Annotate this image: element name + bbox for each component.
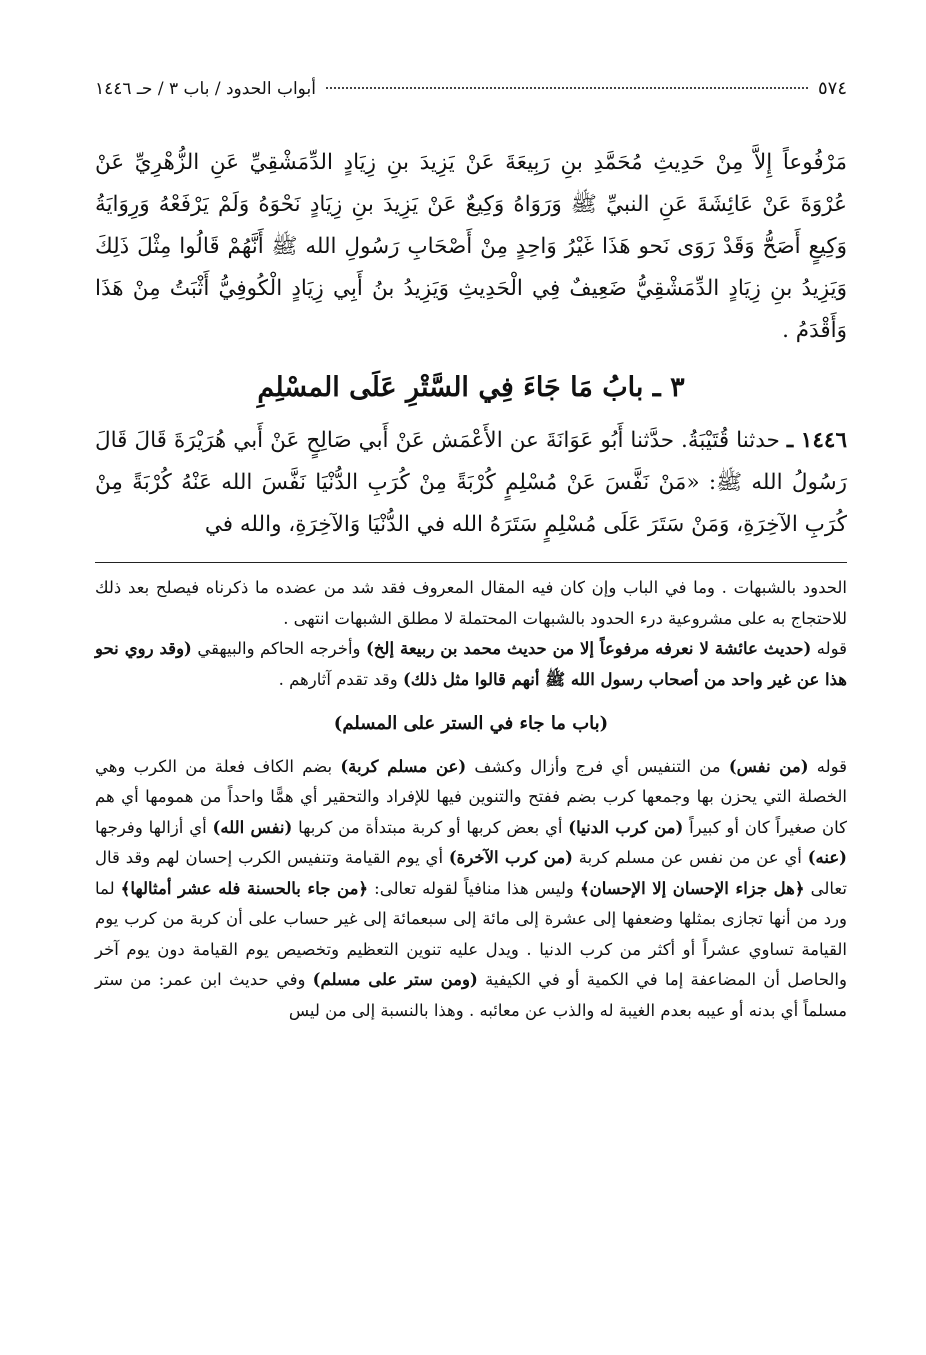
comm-text: من التنفيس أي فرج وأزال وكشف — [466, 756, 729, 776]
commentary-paragraph-3 — [95, 752, 847, 1027]
page-number: ٥٧٤ — [817, 78, 847, 99]
comm-quote: (من كرب الآخرة) — [448, 848, 573, 867]
commentary-paragraph-1: الحدود بالشبهات . وما في الباب وإن كان فيه المقال المعروف فقد شد من عضده ما ذكرناه فيصلح بعد ذلك للاحتجاج به على مشروعية درء الحدود بالشبهات المحتملة لا مطلق الشبهات انتهى . — [95, 578, 847, 628]
comm-text: قوله — [811, 639, 848, 658]
comm-quote: (عنه) — [807, 848, 847, 867]
header-dotted-leader — [326, 87, 808, 89]
running-header — [95, 78, 847, 104]
comm-quote: (حديث عائشة لا نعرفه مرفوعاً إلا من حديث محمد بن ربيعة إلخ) — [365, 639, 812, 658]
comm-text: وقد تقدم آثارهم . — [278, 669, 403, 689]
comm-quote: (وقد روي نحو هذا عن غير واحد من أصحاب رسول الله ﷺ أنهم قالوا مثل ذلك) — [95, 639, 847, 689]
comm-text: أي أزالها وفرجها — [95, 817, 213, 837]
comm-text: لما ورد من أنها تجازى بمثلها وضعفها إلى عشرة إلى مائة إلى سبعمائة إلى غير حساب على أن كربة من كرب يوم القيامة تساوي عشراً أو أكثر من كرب الدنيا . ويدل عليه تنوين التعظيم وتخصيص يوم القيامة دون يوم آخر والحاصل أن المضاعفة إما في الكمية أو في الكيفية — [95, 878, 847, 989]
commentary — [95, 573, 847, 1026]
intro-paragraph: مَرْفُوعاً إِلاَّ مِنْ حَدِيثِ مُحَمَّدِ بنِ رَبِيعَةَ عَنْ يَزِيدَ بنِ زِيَادٍ الدِّمَشْقِيِّ عَنِ الزُّهْرِيِّ عَنْ عُرْوَةَ عَنْ عَائِشَةَ عَنِ النبيِّ ﷺ وَرَوَاهُ وَكِيعٌ عَنْ يَزِيدَ بنِ زِيَادٍ نَحْوَهُ وَلَمْ يَرْفَعْهُ وَرِوَايَةُ وَكِيعٍ أَصَحُّ وَقَدْ رَوَى نَحو هَذَا غَيْرُ وَاحِدٍ مِنْ أَصْحَابِ رَسُولِ الله ﷺ أَنَّهُمْ قَالُوا مِثْلَ ذَلِكَ وَيَزِيدُ بنِ زِيَادٍ الدِّمَشْقِيُّ ضَعِيفٌ فِي الْحَدِيثِ وَيَزِيدُ بنُ أَبِي زِيَادٍ الْكُوفِيُّ أَثْبَتُ مِنْ هَذَا وَأَقْدَمُ . — [95, 150, 847, 343]
comm-quote: (عن مسلم كربة) — [340, 756, 467, 776]
main-text — [95, 142, 847, 546]
document-page — [95, 78, 847, 1026]
commentary-section-title: (باب ما جاء في الستر على المسلم) — [333, 713, 609, 734]
footnote-divider — [95, 562, 847, 563]
comm-text: وأخرجه الحاكم والبيهقي — [191, 639, 366, 658]
comm-quote: (من نفس) — [728, 756, 809, 776]
comm-text: أي يوم القيامة وتنفيس الكرب إحسان لهم وقد قال تعالى — [95, 848, 847, 898]
comm-text: وفي حديث ابن عمر: من ستر مسلماً أي بدنه أو عيبه بعدم الغيبة له والذب عن معائبه . وهذا بالنسبة إلى من ليس — [95, 970, 847, 1020]
comm-quote: (من كرب الدنيا) — [568, 817, 684, 837]
comm-text: بضم الكاف فعلة من الكرب وهي الخصلة التي يحزن بها وجمعها كرب بضم ففتح والتنوين فيها للإفراد والتحقير أي همًّا واحداً من همومها أي هم كان صغيراً كان أو كبيراً — [95, 756, 848, 837]
comm-quote: (نفس الله) — [212, 817, 293, 837]
commentary-paragraph-2 — [95, 634, 847, 695]
comm-quran-quote: ﴿هل جزاء الإحسان إلا الإحسان﴾ — [579, 878, 805, 898]
hadith-number: ١٤٤٦ ـ — [786, 428, 847, 453]
comm-text: أي بعض كربها أو كربة مبتدأة من كربها — [292, 817, 569, 837]
comm-text: وليس هذا منافياً لقوله تعالى: — [368, 878, 580, 898]
comm-quote: (ومن ستر على مسلم) — [312, 970, 478, 989]
hadith-text: حدثنا قُتَيْبَةُ. حدَّثنا أَبُو عَوَانَةَ عن الأَعْمَش عَنْ أَبي صَالِحٍ عَنْ أَبي هُرَيْرَةَ قَالَ قَالَ رَسُولُ الله ﷺ: «مَنْ نَفَّسَ عَنْ مُسْلِمٍ كُرْبَةً مِنْ كُرَبِ الدُّنْيَا نَفَّسَ الله عَنْهُ كُرْبَةً مِنْ كُرَبِ الآخِرَةِ، وَمَنْ سَتَرَ عَلَى مُسْلِمٍ سَتَرَهُ الله في الدُّنْيَا وَالآخِرَةِ، والله في — [95, 428, 847, 537]
comm-quran-quote: ﴿من جاء بالحسنة فله عشر أمثالها﴾ — [120, 878, 369, 898]
comm-text: قوله — [808, 756, 848, 776]
comm-text: أي عن من نفس عن مسلم كربة — [572, 848, 808, 867]
running-title: أبواب الحدود / باب ٣ / حـ ١٤٤٦ — [95, 79, 316, 99]
hadith-paragraph — [95, 420, 847, 546]
chapter-title: ٣ ـ بابُ مَا جَاءَ فِي السَّتْرِ عَلَى المسْلِمِ — [257, 372, 685, 403]
